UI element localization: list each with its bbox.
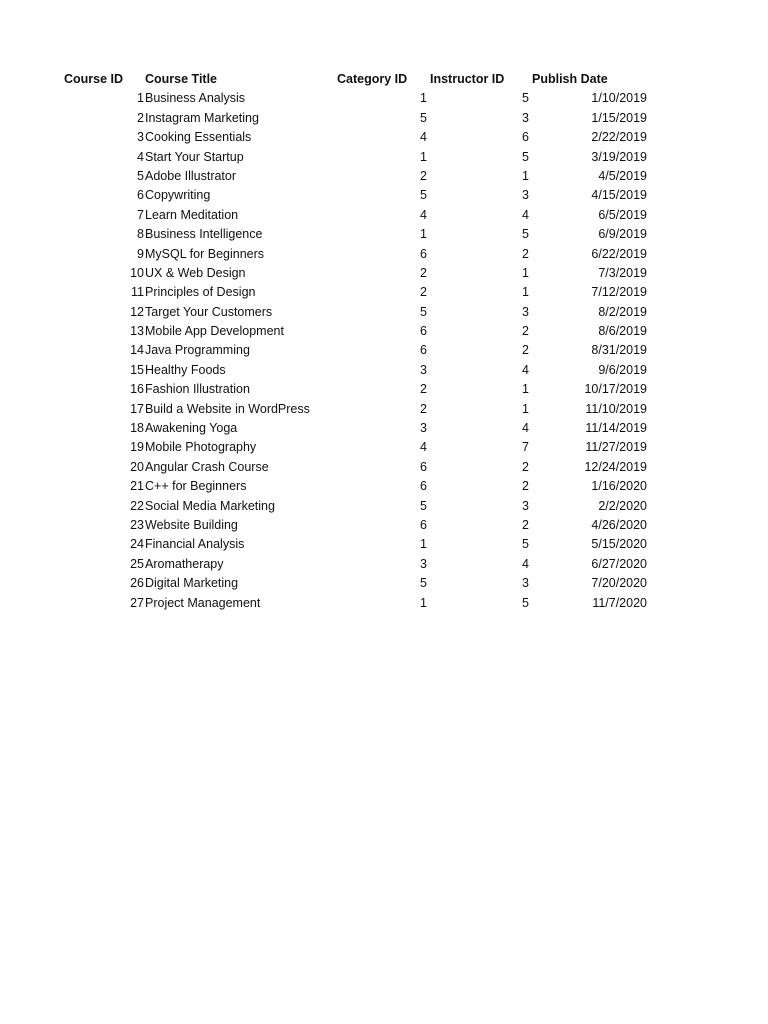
cell-instructor-id: 1 (522, 265, 529, 280)
cell-category-id: 5 (420, 498, 427, 513)
cell-category-id: 1 (420, 537, 427, 552)
cell-publish-date: 2/2/2020 (598, 498, 647, 513)
cell-course-id: 18 (130, 421, 144, 436)
cell-publish-date: 8/2/2019 (598, 304, 647, 319)
cell-category-id: 3 (420, 556, 427, 571)
cell-course-title: Aromatherapy (145, 556, 224, 571)
cell-course-title: Build a Website in WordPress (145, 401, 310, 416)
cell-course-title: MySQL for Beginners (145, 246, 265, 261)
cell-instructor-id: 5 (522, 595, 529, 610)
cell-publish-date: 7/12/2019 (591, 285, 647, 300)
cell-course-id: 13 (130, 324, 144, 339)
cell-category-id: 6 (420, 246, 427, 261)
table-row (0, 264, 768, 283)
cell-course-title: Healthy Foods (145, 362, 226, 377)
cell-course-title: Java Programming (145, 343, 250, 358)
cell-instructor-id: 4 (522, 556, 529, 571)
cell-category-id: 6 (420, 324, 427, 339)
table-row (0, 322, 768, 341)
cell-instructor-id: 3 (522, 304, 529, 319)
table-row (0, 245, 768, 264)
table-row (0, 400, 768, 419)
cell-publish-date: 9/6/2019 (598, 362, 647, 377)
table-header-row (0, 70, 768, 89)
cell-category-id: 3 (420, 362, 427, 377)
cell-course-title: Project Management (145, 595, 261, 610)
cell-course-id: 10 (130, 265, 144, 280)
table-row (0, 594, 768, 613)
header-course-id: Course ID (64, 72, 124, 86)
cell-instructor-id: 1 (522, 168, 529, 183)
cell-publish-date: 8/31/2019 (591, 343, 647, 358)
cell-instructor-id: 5 (522, 537, 529, 552)
cell-course-title: Copywriting (145, 188, 211, 203)
cell-instructor-id: 3 (522, 498, 529, 513)
cell-course-id: 14 (130, 343, 144, 358)
table-row (0, 380, 768, 399)
cell-course-title: Business Analysis (145, 91, 246, 106)
cell-category-id: 1 (420, 149, 427, 164)
cell-course-title: Angular Crash Course (145, 459, 269, 474)
table-row (0, 535, 768, 554)
table-row (0, 438, 768, 457)
cell-publish-date: 1/15/2019 (591, 110, 647, 125)
cell-category-id: 2 (420, 382, 427, 397)
cell-course-id: 5 (137, 168, 144, 183)
cell-course-title: Target Your Customers (145, 304, 273, 319)
cell-category-id: 4 (420, 130, 427, 145)
cell-publish-date: 4/15/2019 (591, 188, 647, 203)
cell-course-title: Mobile Photography (145, 440, 257, 455)
table-row (0, 477, 768, 496)
cell-instructor-id: 3 (522, 110, 529, 125)
cell-course-id: 8 (137, 227, 144, 242)
cell-instructor-id: 2 (522, 517, 529, 532)
cell-publish-date: 1/16/2020 (591, 479, 647, 494)
cell-instructor-id: 4 (522, 207, 529, 222)
cell-instructor-id: 2 (522, 324, 529, 339)
cell-course-title: Financial Analysis (145, 537, 245, 552)
cell-course-id: 1 (137, 91, 144, 106)
cell-publish-date: 11/14/2019 (585, 421, 647, 436)
table-row (0, 574, 768, 593)
cell-instructor-id: 1 (522, 285, 529, 300)
cell-course-id: 19 (130, 440, 144, 455)
cell-course-title: Fashion Illustration (145, 382, 250, 397)
cell-course-id: 16 (130, 382, 144, 397)
cell-instructor-id: 3 (522, 576, 529, 591)
cell-category-id: 1 (420, 227, 427, 242)
cell-publish-date: 4/26/2020 (591, 517, 647, 532)
cell-category-id: 1 (420, 595, 427, 610)
table-row (0, 458, 768, 477)
cell-instructor-id: 4 (522, 362, 529, 377)
cell-category-id: 6 (420, 459, 427, 474)
cell-instructor-id: 7 (522, 440, 529, 455)
cell-category-id: 2 (420, 168, 427, 183)
cell-course-id: 3 (137, 130, 144, 145)
table-row (0, 283, 768, 302)
header-instructor-id: Instructor ID (430, 72, 505, 86)
cell-publish-date: 4/5/2019 (598, 168, 647, 183)
cell-instructor-id: 4 (522, 421, 529, 436)
cell-category-id: 5 (420, 188, 427, 203)
header-publish-date: Publish Date (532, 72, 608, 86)
cell-course-title: Cooking Essentials (145, 130, 252, 145)
cell-instructor-id: 2 (522, 343, 529, 358)
cell-category-id: 6 (420, 343, 427, 358)
cell-course-id: 15 (130, 362, 144, 377)
cell-course-title: Adobe Illustrator (145, 168, 237, 183)
cell-instructor-id: 6 (522, 130, 529, 145)
table-row (0, 341, 768, 360)
cell-publish-date: 8/6/2019 (598, 324, 647, 339)
cell-course-id: 21 (130, 479, 144, 494)
cell-course-title: UX & Web Design (145, 265, 246, 280)
cell-course-id: 9 (137, 246, 144, 261)
table-row (0, 303, 768, 322)
cell-publish-date: 1/10/2019 (591, 91, 647, 106)
cell-category-id: 4 (420, 440, 427, 455)
table-row (0, 186, 768, 205)
table-row (0, 361, 768, 380)
cell-category-id: 3 (420, 421, 427, 436)
cell-instructor-id: 2 (522, 246, 529, 261)
header-course-title: Course Title (145, 72, 218, 86)
cell-course-title: Principles of Design (145, 285, 256, 300)
cell-category-id: 2 (420, 401, 427, 416)
table-row (0, 109, 768, 128)
cell-instructor-id: 3 (522, 188, 529, 203)
course-table (0, 70, 768, 613)
cell-category-id: 5 (420, 110, 427, 125)
cell-category-id: 2 (420, 265, 427, 280)
cell-course-title: Learn Meditation (145, 207, 239, 222)
cell-publish-date: 11/10/2019 (585, 401, 647, 416)
cell-publish-date: 6/22/2019 (591, 246, 647, 261)
cell-course-title: Awakening Yoga (145, 421, 238, 436)
cell-publish-date: 11/7/2020 (592, 595, 647, 610)
table-row (0, 89, 768, 108)
cell-category-id: 6 (420, 479, 427, 494)
table-row (0, 419, 768, 438)
table-row (0, 206, 768, 225)
cell-publish-date: 6/5/2019 (598, 207, 647, 222)
cell-course-title: Instagram Marketing (145, 110, 259, 125)
cell-instructor-id: 1 (522, 382, 529, 397)
cell-instructor-id: 5 (522, 91, 529, 106)
cell-instructor-id: 5 (522, 227, 529, 242)
cell-course-id: 23 (130, 517, 144, 532)
cell-category-id: 6 (420, 517, 427, 532)
cell-instructor-id: 1 (522, 401, 529, 416)
table-body (0, 89, 768, 613)
cell-course-title: Social Media Marketing (145, 498, 275, 513)
cell-course-id: 6 (137, 188, 144, 203)
cell-course-id: 17 (130, 401, 144, 416)
cell-publish-date: 7/20/2020 (591, 576, 647, 591)
cell-course-id: 2 (137, 110, 144, 125)
cell-course-id: 11 (131, 285, 144, 300)
cell-publish-date: 5/15/2020 (591, 537, 647, 552)
cell-course-id: 12 (130, 304, 144, 319)
table-row (0, 225, 768, 244)
header-category-id: Category ID (337, 72, 408, 86)
cell-course-title: Digital Marketing (145, 576, 239, 591)
cell-course-id: 27 (130, 595, 144, 610)
table-row (0, 167, 768, 186)
cell-publish-date: 11/27/2019 (585, 440, 647, 455)
cell-course-title: Start Your Startup (145, 149, 244, 164)
cell-publish-date: 10/17/2019 (584, 382, 647, 397)
cell-course-id: 25 (130, 556, 144, 571)
cell-course-title: Website Building (145, 517, 238, 532)
cell-course-id: 4 (137, 149, 144, 164)
table-row (0, 516, 768, 535)
cell-course-title: C++ for Beginners (145, 479, 247, 494)
cell-publish-date: 7/3/2019 (598, 265, 647, 280)
cell-category-id: 1 (420, 91, 427, 106)
cell-publish-date: 6/9/2019 (598, 227, 647, 242)
cell-course-id: 7 (137, 207, 144, 222)
cell-course-title: Business Intelligence (145, 227, 263, 242)
cell-instructor-id: 2 (522, 459, 529, 474)
table-row (0, 148, 768, 167)
cell-instructor-id: 2 (522, 479, 529, 494)
table-row (0, 555, 768, 574)
cell-course-id: 20 (130, 459, 144, 474)
cell-course-id: 26 (130, 576, 144, 591)
cell-course-title: Mobile App Development (145, 324, 284, 339)
cell-course-id: 22 (130, 498, 144, 513)
cell-publish-date: 12/24/2019 (584, 459, 647, 474)
cell-course-id: 24 (130, 537, 144, 552)
cell-category-id: 5 (420, 304, 427, 319)
table-row (0, 128, 768, 147)
cell-category-id: 2 (420, 285, 427, 300)
cell-publish-date: 2/22/2019 (591, 130, 647, 145)
cell-instructor-id: 5 (522, 149, 529, 164)
cell-category-id: 5 (420, 576, 427, 591)
table-row (0, 497, 768, 516)
cell-publish-date: 6/27/2020 (591, 556, 647, 571)
cell-publish-date: 3/19/2019 (591, 149, 647, 164)
cell-category-id: 4 (420, 207, 427, 222)
